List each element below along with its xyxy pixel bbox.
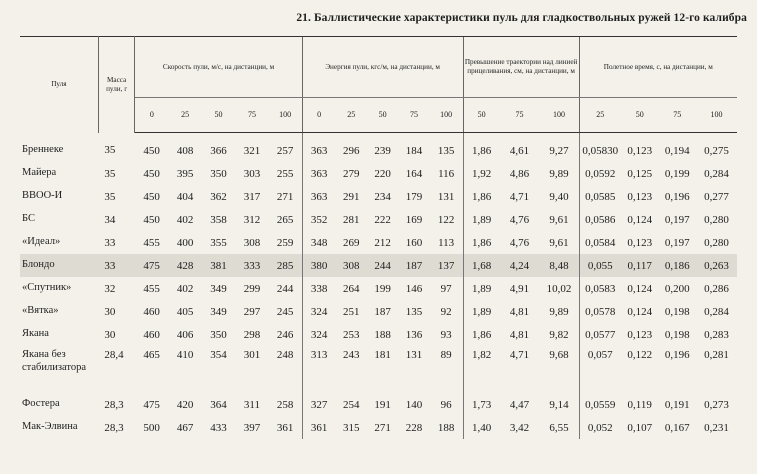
speed-cell: 271	[276, 190, 294, 203]
table-row	[20, 346, 737, 393]
speed-cell: 312	[243, 213, 261, 226]
table-row	[20, 323, 737, 346]
energy-cell: 96	[440, 398, 452, 411]
distance-header-trajectory: 50	[463, 98, 500, 133]
energy-cell: 380	[302, 254, 335, 277]
energy-cell: 97	[440, 282, 452, 295]
trajectory-cell: 10,02	[546, 282, 572, 295]
time-cell: 0,284	[704, 167, 729, 180]
mass-cell: 28,3	[104, 421, 124, 434]
time-cell: 0,284	[704, 305, 729, 318]
time-cell: 0,273	[704, 398, 729, 411]
energy-cell: 89	[440, 349, 452, 361]
distance-header-time: 100	[696, 98, 737, 133]
speed-cell: 404	[176, 190, 194, 203]
trajectory-cell: 4,86	[509, 167, 530, 180]
time-cell: 0,275	[704, 144, 729, 157]
trajectory-cell: 1,89	[463, 277, 500, 300]
speed-cell: 455	[143, 282, 160, 295]
speed-cell: 460	[143, 328, 160, 341]
trajectory-cell: 1,82	[463, 346, 500, 393]
bullet-name-cell: ВВОО-И	[22, 190, 63, 202]
bullet-name-cell: Майера	[22, 167, 57, 179]
table-row	[20, 185, 737, 208]
time-cell: 0,200	[664, 282, 690, 295]
distance-header-energy: 0	[302, 98, 335, 133]
trajectory-cell: 1,89	[463, 300, 500, 323]
time-cell: 0,052	[579, 416, 621, 439]
trajectory-cell: 1,89	[463, 208, 500, 231]
mass-cell: 35	[104, 144, 116, 157]
speed-cell: 265	[276, 213, 294, 226]
trajectory-cell: 4,71	[509, 349, 530, 361]
energy-cell: 191	[374, 398, 391, 411]
time-cell: 0,194	[664, 144, 690, 157]
trajectory-cell: 4,76	[509, 236, 530, 249]
trajectory-cell: 9,82	[549, 328, 569, 341]
speed-cell: 475	[143, 398, 160, 411]
time-cell: 0,198	[664, 305, 690, 318]
energy-cell: 308	[336, 254, 367, 277]
energy-cell: 296	[343, 144, 360, 157]
table-row	[20, 277, 737, 300]
speed-cell: 361	[276, 421, 294, 434]
energy-cell: 269	[343, 236, 360, 249]
trajectory-cell: 9,61	[549, 236, 569, 249]
distance-header-speed: 0	[135, 98, 168, 133]
speed-cell: 298	[243, 328, 261, 341]
energy-cell: 363	[302, 185, 335, 208]
energy-cell: 160	[405, 236, 423, 249]
trajectory-cell: 9,27	[549, 144, 569, 157]
energy-cell: 291	[343, 190, 360, 203]
time-cell: 0,196	[664, 349, 690, 361]
speed-cell: 297	[243, 305, 261, 318]
trajectory-cell: 1,40	[463, 416, 500, 439]
energy-cell: 92	[440, 305, 452, 318]
energy-cell: 113	[438, 236, 455, 249]
energy-cell: 181	[374, 349, 391, 361]
time-cell: 0,191	[664, 398, 690, 411]
speed-cell: 308	[243, 236, 261, 249]
time-cell: 0,263	[696, 254, 737, 277]
distance-header-speed: 50	[202, 98, 235, 133]
mass-cell: 33	[104, 236, 116, 249]
speed-cell: 355	[210, 236, 227, 249]
time-cell: 0,119	[627, 398, 652, 411]
trajectory-cell: 8,48	[539, 254, 579, 277]
speed-cell: 402	[176, 282, 194, 295]
speed-cell: 248	[276, 349, 294, 361]
energy-cell: 363	[302, 133, 335, 163]
energy-cell: 136	[405, 328, 423, 341]
energy-cell: 93	[440, 328, 452, 341]
mass-cell: 28,3	[104, 398, 124, 411]
speed-cell: 299	[243, 282, 261, 295]
speed-cell: 450	[143, 190, 160, 203]
header-mass: Масса пули, г	[98, 37, 135, 133]
header-energy: Энергия пули, кгс/м, на дистанции, м	[302, 37, 463, 98]
speed-cell: 364	[210, 398, 227, 411]
speed-cell: 362	[210, 190, 227, 203]
mass-cell: 33	[98, 254, 135, 277]
energy-cell: 264	[343, 282, 360, 295]
energy-cell: 222	[374, 213, 391, 226]
energy-cell: 244	[367, 254, 398, 277]
time-cell: 0,277	[704, 190, 729, 203]
energy-cell: 220	[374, 167, 391, 180]
time-cell: 0,123	[627, 328, 653, 341]
time-cell: 0,125	[627, 167, 653, 180]
speed-cell: 397	[243, 421, 261, 434]
trajectory-cell: 4,47	[509, 398, 530, 411]
speed-cell: 258	[276, 398, 294, 411]
energy-cell: 254	[343, 398, 360, 411]
speed-cell: 400	[176, 236, 194, 249]
trajectory-cell: 4,61	[509, 144, 530, 157]
time-cell: 0,196	[664, 190, 690, 203]
energy-cell: 281	[343, 213, 360, 226]
time-cell: 0,197	[664, 236, 690, 249]
time-cell: 0,05830	[579, 133, 621, 163]
speed-cell: 420	[176, 398, 194, 411]
time-cell: 0,0585	[579, 185, 621, 208]
distance-header-energy: 25	[336, 98, 367, 133]
trajectory-cell: 9,40	[549, 190, 569, 203]
speed-cell: 408	[176, 144, 194, 157]
mass-cell: 28,4	[104, 349, 124, 361]
energy-cell: 137	[430, 254, 463, 277]
trajectory-cell: 3,42	[509, 421, 530, 434]
energy-cell: 239	[374, 144, 391, 157]
time-cell: 0,055	[579, 254, 621, 277]
trajectory-cell: 4,81	[509, 328, 530, 341]
energy-cell: 135	[405, 305, 423, 318]
time-cell: 0,124	[627, 305, 653, 318]
time-cell: 0,197	[664, 213, 690, 226]
distance-header-time: 50	[621, 98, 659, 133]
time-cell: 0,0584	[579, 231, 621, 254]
energy-cell: 212	[374, 236, 391, 249]
speed-cell: 455	[143, 236, 160, 249]
energy-cell: 313	[302, 346, 335, 393]
speed-cell: 475	[135, 254, 168, 277]
speed-cell: 255	[276, 167, 294, 180]
bullet-name-cell: Бреннеке	[22, 143, 64, 155]
time-cell: 0,280	[704, 213, 729, 226]
speed-cell: 465	[143, 349, 160, 361]
energy-cell: 279	[343, 167, 360, 180]
energy-cell: 131	[405, 349, 423, 361]
energy-cell: 251	[343, 305, 360, 318]
time-cell: 0,199	[664, 167, 690, 180]
trajectory-cell: 9,68	[549, 349, 569, 361]
mass-cell: 32	[104, 282, 116, 295]
time-cell: 0,198	[664, 328, 690, 341]
distance-header-speed: 75	[235, 98, 268, 133]
mass-cell: 35	[104, 167, 116, 180]
distance-header-trajectory: 100	[539, 98, 579, 133]
time-cell: 0,117	[621, 254, 659, 277]
speed-cell: 405	[176, 305, 194, 318]
speed-cell: 246	[276, 328, 294, 341]
time-cell: 0,107	[627, 421, 653, 434]
time-cell: 0,280	[704, 236, 729, 249]
time-cell: 0,231	[704, 421, 729, 434]
speed-cell: 333	[235, 254, 268, 277]
speed-cell: 395	[176, 167, 194, 180]
time-cell: 0,0578	[579, 300, 621, 323]
energy-cell: 271	[374, 421, 391, 434]
bullet-name-cell: Якана	[22, 328, 49, 340]
energy-cell: 122	[437, 213, 455, 226]
table-row	[20, 416, 737, 439]
speed-cell: 311	[243, 398, 260, 411]
speed-cell: 317	[243, 190, 261, 203]
trajectory-cell: 9,14	[549, 398, 569, 411]
trajectory-cell: 1,68	[463, 254, 500, 277]
speed-cell: 450	[143, 144, 160, 157]
trajectory-cell: 1,86	[463, 323, 500, 346]
energy-cell: 253	[343, 328, 360, 341]
trajectory-cell: 4,24	[500, 254, 540, 277]
speed-cell: 303	[243, 167, 261, 180]
header-speed: Скорость пули, м/с, на дистанции, м	[135, 37, 302, 98]
speed-cell: 500	[143, 421, 160, 434]
energy-cell: 199	[374, 282, 391, 295]
energy-cell: 164	[405, 167, 423, 180]
time-cell: 0,122	[627, 349, 653, 361]
bullet-name-cell: Якана без стабилизатора	[22, 349, 87, 373]
speed-cell: 349	[210, 282, 227, 295]
energy-cell: 338	[302, 277, 335, 300]
energy-cell: 228	[405, 421, 423, 434]
energy-cell: 116	[438, 167, 455, 180]
energy-cell: 243	[343, 349, 360, 361]
mass-cell: 30	[104, 305, 116, 318]
energy-cell: 179	[405, 190, 423, 203]
energy-cell: 188	[437, 421, 455, 434]
speed-cell: 350	[210, 167, 227, 180]
trajectory-cell: 9,61	[549, 213, 569, 226]
bullet-name-cell: «Спутник»	[22, 282, 72, 294]
distance-header-energy: 75	[398, 98, 429, 133]
time-cell: 0,124	[627, 282, 653, 295]
speed-cell: 402	[176, 213, 194, 226]
trajectory-cell: 9,89	[549, 305, 569, 318]
table-row	[20, 162, 737, 185]
header-trajectory: Превышение траектории над линией прицеливания, см, на дистанции, м	[463, 37, 579, 98]
energy-cell: 324	[302, 300, 335, 323]
speed-cell: 354	[210, 349, 227, 361]
time-cell: 0,123	[627, 190, 653, 203]
mass-cell: 35	[104, 190, 116, 203]
energy-cell: 315	[343, 421, 360, 434]
trajectory-cell: 1,92	[463, 162, 500, 185]
time-cell: 0,124	[627, 213, 653, 226]
table-row	[20, 133, 737, 163]
speed-cell: 244	[276, 282, 294, 295]
speed-cell: 460	[143, 305, 160, 318]
speed-cell: 428	[168, 254, 201, 277]
trajectory-cell: 1,86	[463, 133, 500, 163]
energy-cell: 169	[405, 213, 423, 226]
trajectory-cell: 4,81	[509, 305, 530, 318]
table-row	[20, 208, 737, 231]
header-bullet: Пуля	[20, 37, 98, 133]
energy-cell: 131	[437, 190, 455, 203]
time-cell: 0,186	[659, 254, 697, 277]
energy-cell: 187	[398, 254, 429, 277]
speed-cell: 366	[210, 144, 227, 157]
speed-cell: 467	[176, 421, 194, 434]
time-cell: 0,123	[627, 236, 653, 249]
energy-cell: 363	[302, 162, 335, 185]
distance-header-trajectory: 75	[500, 98, 540, 133]
time-cell: 0,281	[704, 349, 729, 361]
speed-cell: 285	[269, 254, 303, 277]
distance-header-time: 75	[659, 98, 697, 133]
bullet-name-cell: Блондо	[20, 254, 98, 277]
speed-cell: 410	[176, 349, 194, 361]
mass-cell: 30	[104, 328, 116, 341]
energy-cell: 188	[374, 328, 391, 341]
speed-cell: 321	[243, 144, 261, 157]
time-cell: 0,283	[704, 328, 729, 341]
bullet-name-cell: Фостера	[22, 398, 60, 410]
distance-header-time: 25	[579, 98, 621, 133]
time-cell: 0,057	[579, 346, 621, 393]
energy-cell: 352	[302, 208, 335, 231]
energy-cell: 234	[374, 190, 391, 203]
distance-header-speed: 100	[269, 98, 303, 133]
energy-cell: 140	[405, 398, 423, 411]
trajectory-cell: 1,86	[463, 185, 500, 208]
time-cell: 0,0577	[579, 323, 621, 346]
trajectory-cell: 4,91	[509, 282, 530, 295]
table-row	[20, 231, 737, 254]
speed-cell: 301	[243, 349, 261, 361]
energy-cell: 187	[374, 305, 391, 318]
time-cell: 0,0592	[579, 162, 621, 185]
trajectory-cell: 6,55	[549, 421, 569, 434]
speed-cell: 450	[143, 213, 160, 226]
speed-cell: 381	[202, 254, 235, 277]
speed-cell: 245	[276, 305, 294, 318]
speed-cell: 257	[276, 144, 294, 157]
table-row	[20, 393, 737, 416]
speed-cell: 450	[143, 167, 160, 180]
energy-cell: 324	[302, 323, 335, 346]
table-row	[20, 254, 737, 277]
energy-cell: 135	[437, 144, 455, 157]
header-time: Полетное время, с, на дистанции, м	[579, 37, 737, 98]
distance-header-energy: 100	[430, 98, 463, 133]
time-cell: 0,167	[664, 421, 690, 434]
table-body	[20, 133, 737, 440]
energy-cell: 184	[405, 144, 423, 157]
speed-cell: 406	[176, 328, 194, 341]
speed-cell: 350	[210, 328, 227, 341]
trajectory-cell: 1,73	[463, 393, 500, 416]
page-title: 21. Баллистические характеристики пуль для гладкоствольных ружей 12-го калибра	[296, 12, 747, 24]
time-cell: 0,0559	[579, 393, 621, 416]
speed-cell: 358	[210, 213, 227, 226]
energy-cell: 361	[302, 416, 335, 439]
table-row	[20, 300, 737, 323]
bullet-name-cell: «Идеал»	[22, 236, 61, 248]
ballistics-table	[20, 36, 737, 439]
time-cell: 0,123	[627, 144, 653, 157]
bullet-name-cell: БС	[22, 213, 35, 225]
time-cell: 0,0586	[579, 208, 621, 231]
speed-cell: 349	[210, 305, 227, 318]
energy-cell: 348	[302, 231, 335, 254]
energy-cell: 146	[405, 282, 423, 295]
energy-cell: 327	[302, 393, 335, 416]
time-cell: 0,0583	[579, 277, 621, 300]
speed-cell: 259	[276, 236, 294, 249]
distance-header-energy: 50	[367, 98, 398, 133]
trajectory-cell: 9,89	[549, 167, 569, 180]
bullet-name-cell: Мак-Элвина	[22, 421, 78, 433]
mass-cell: 34	[104, 213, 116, 226]
distance-header-speed: 25	[168, 98, 201, 133]
speed-cell: 433	[210, 421, 227, 434]
time-cell: 0,286	[704, 282, 729, 295]
trajectory-cell: 4,71	[509, 190, 530, 203]
trajectory-cell: 4,76	[509, 213, 530, 226]
bullet-name-cell: «Вятка»	[22, 305, 59, 317]
trajectory-cell: 1,86	[463, 231, 500, 254]
